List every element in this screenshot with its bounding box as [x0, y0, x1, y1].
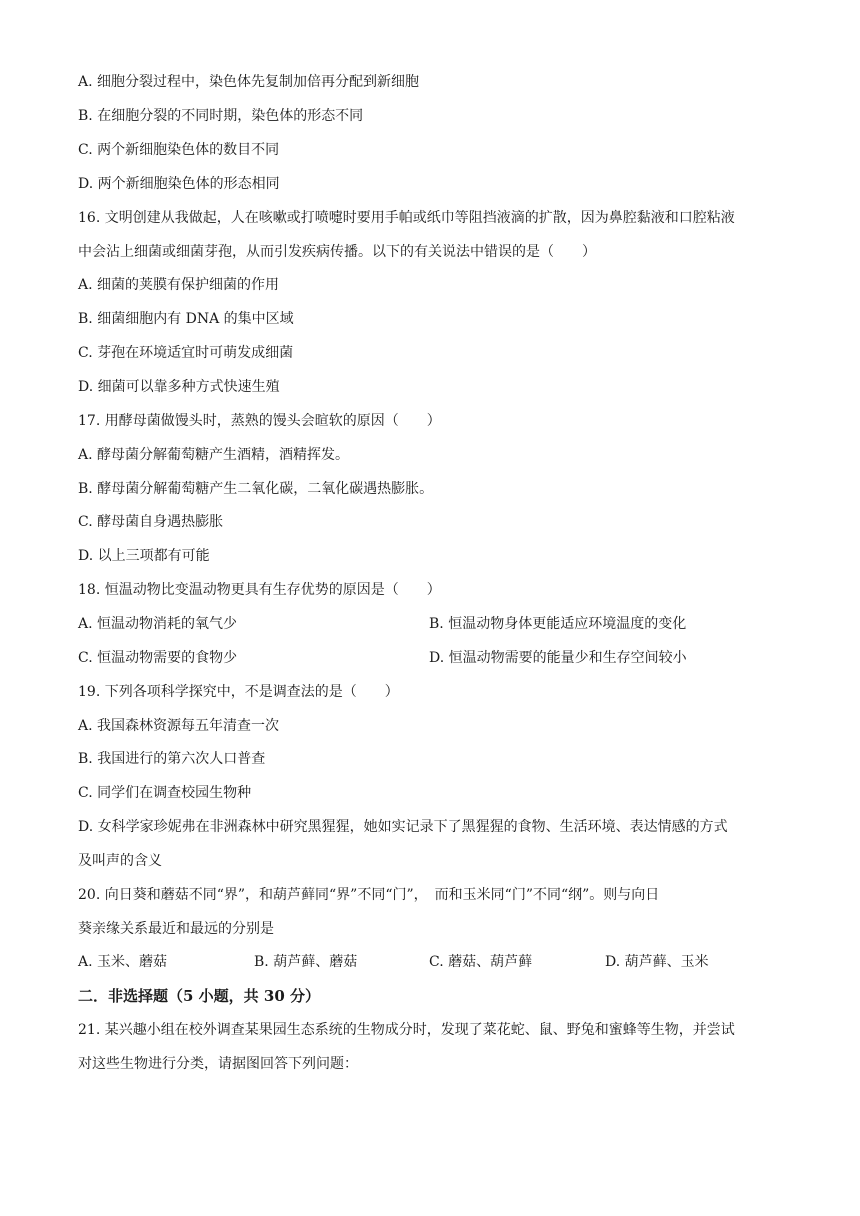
q16-option-b: B. 细菌细胞内有 DNA 的集中区域: [78, 311, 294, 327]
q16-stem-line1: 16. 文明创建从我做起，人在咳嗽或打喷嚏时要用手帕或纸巾等阻挡液滴的扩散，因为鼻腔黏液和口腔粘液: [78, 210, 735, 226]
q18-option-d: D. 恒温动物需要的能量少和生存空间较小: [429, 650, 687, 666]
q18-option-a: A. 恒温动物消耗的氧气少: [78, 616, 238, 632]
q20-option-a: A. 玉米、蘑菇: [78, 954, 168, 970]
q15-option-a: A. 细胞分裂过程中，染色体先复制加倍再分配到新细胞: [78, 74, 420, 90]
q15-option-d: D. 两个新细胞染色体的形态相同: [78, 176, 280, 192]
q16-option-d: D. 细菌可以靠多种方式快速生殖: [78, 379, 280, 395]
q17-option-b: B. 酵母菌分解葡萄糖产生二氧化碳，二氧化碳遇热膨胀。: [78, 481, 434, 497]
q19-option-a: A. 我国森林资源每五年清查一次: [78, 718, 280, 734]
q19-option-d-line2: 及叫声的含义: [78, 853, 162, 869]
q20-stem-line2: 葵亲缘关系最近和最远的分别是: [78, 921, 274, 937]
q16-option-c: C. 芽孢在环境适宜时可萌发成细菌: [78, 345, 294, 361]
q21-stem-line2: 对这些生物进行分类，请据图回答下列问题：: [78, 1056, 358, 1072]
q16-option-a: A. 细菌的荚膜有保护细菌的作用: [78, 277, 280, 293]
q15-option-b: B. 在细胞分裂的不同时期，染色体的形态不同: [78, 108, 364, 124]
q18-stem: 18. 恒温动物比变温动物更具有生存优势的原因是（ ）: [78, 582, 441, 598]
q20-option-c: C. 蘑菇、葫芦藓: [429, 954, 533, 970]
q19-option-d-line1: D. 女科学家珍妮弗在非洲森林中研究黑猩猩，她如实记录下了黑猩猩的食物、生活环境、表达情感的方式: [78, 819, 728, 835]
q20-stem-line1: 20. 向日葵和蘑菇不同“界”，和葫芦藓同“界”不同“门”， 而和玉米同“门”不同“纲”。则与向日: [78, 887, 660, 903]
section-2-heading: 二．非选择题（5 小题，共 30 分）: [78, 987, 320, 1005]
q16-stem-line2: 中会沾上细菌或细菌芽孢，从而引发疾病传播。以下的有关说法中错误的是（ ）: [78, 244, 596, 260]
q20-option-b: B. 葫芦藓、蘑菇: [254, 954, 358, 970]
q19-option-c: C. 同学们在调查校园生物种: [78, 785, 252, 801]
q18-option-b: B. 恒温动物身体更能适应环境温度的变化: [429, 616, 687, 632]
q17-option-c: C. 酵母菌自身遇热膨胀: [78, 514, 224, 530]
q20-option-d: D. 葫芦藓、玉米: [605, 954, 709, 970]
q18-option-c: C. 恒温动物需要的食物少: [78, 650, 238, 666]
q19-option-b: B. 我国进行的第六次人口普查: [78, 751, 266, 767]
q17-option-a: A. 酵母菌分解葡萄糖产生酒精，酒精挥发。: [78, 447, 350, 463]
q15-option-c: C. 两个新细胞染色体的数目不同: [78, 142, 280, 158]
q17-stem: 17. 用酵母菌做馒头时，蒸熟的馒头会暄软的原因（ ）: [78, 413, 441, 429]
q21-stem-line1: 21. 某兴趣小组在校外调查某果园生态系统的生物成分时，发现了菜花蛇、鼠、野兔和蜜蜂等生物，并尝试: [78, 1022, 735, 1038]
q19-stem: 19. 下列各项科学探究中，不是调查法的是（ ）: [78, 684, 399, 700]
q17-option-d: D. 以上三项都有可能: [78, 548, 210, 564]
